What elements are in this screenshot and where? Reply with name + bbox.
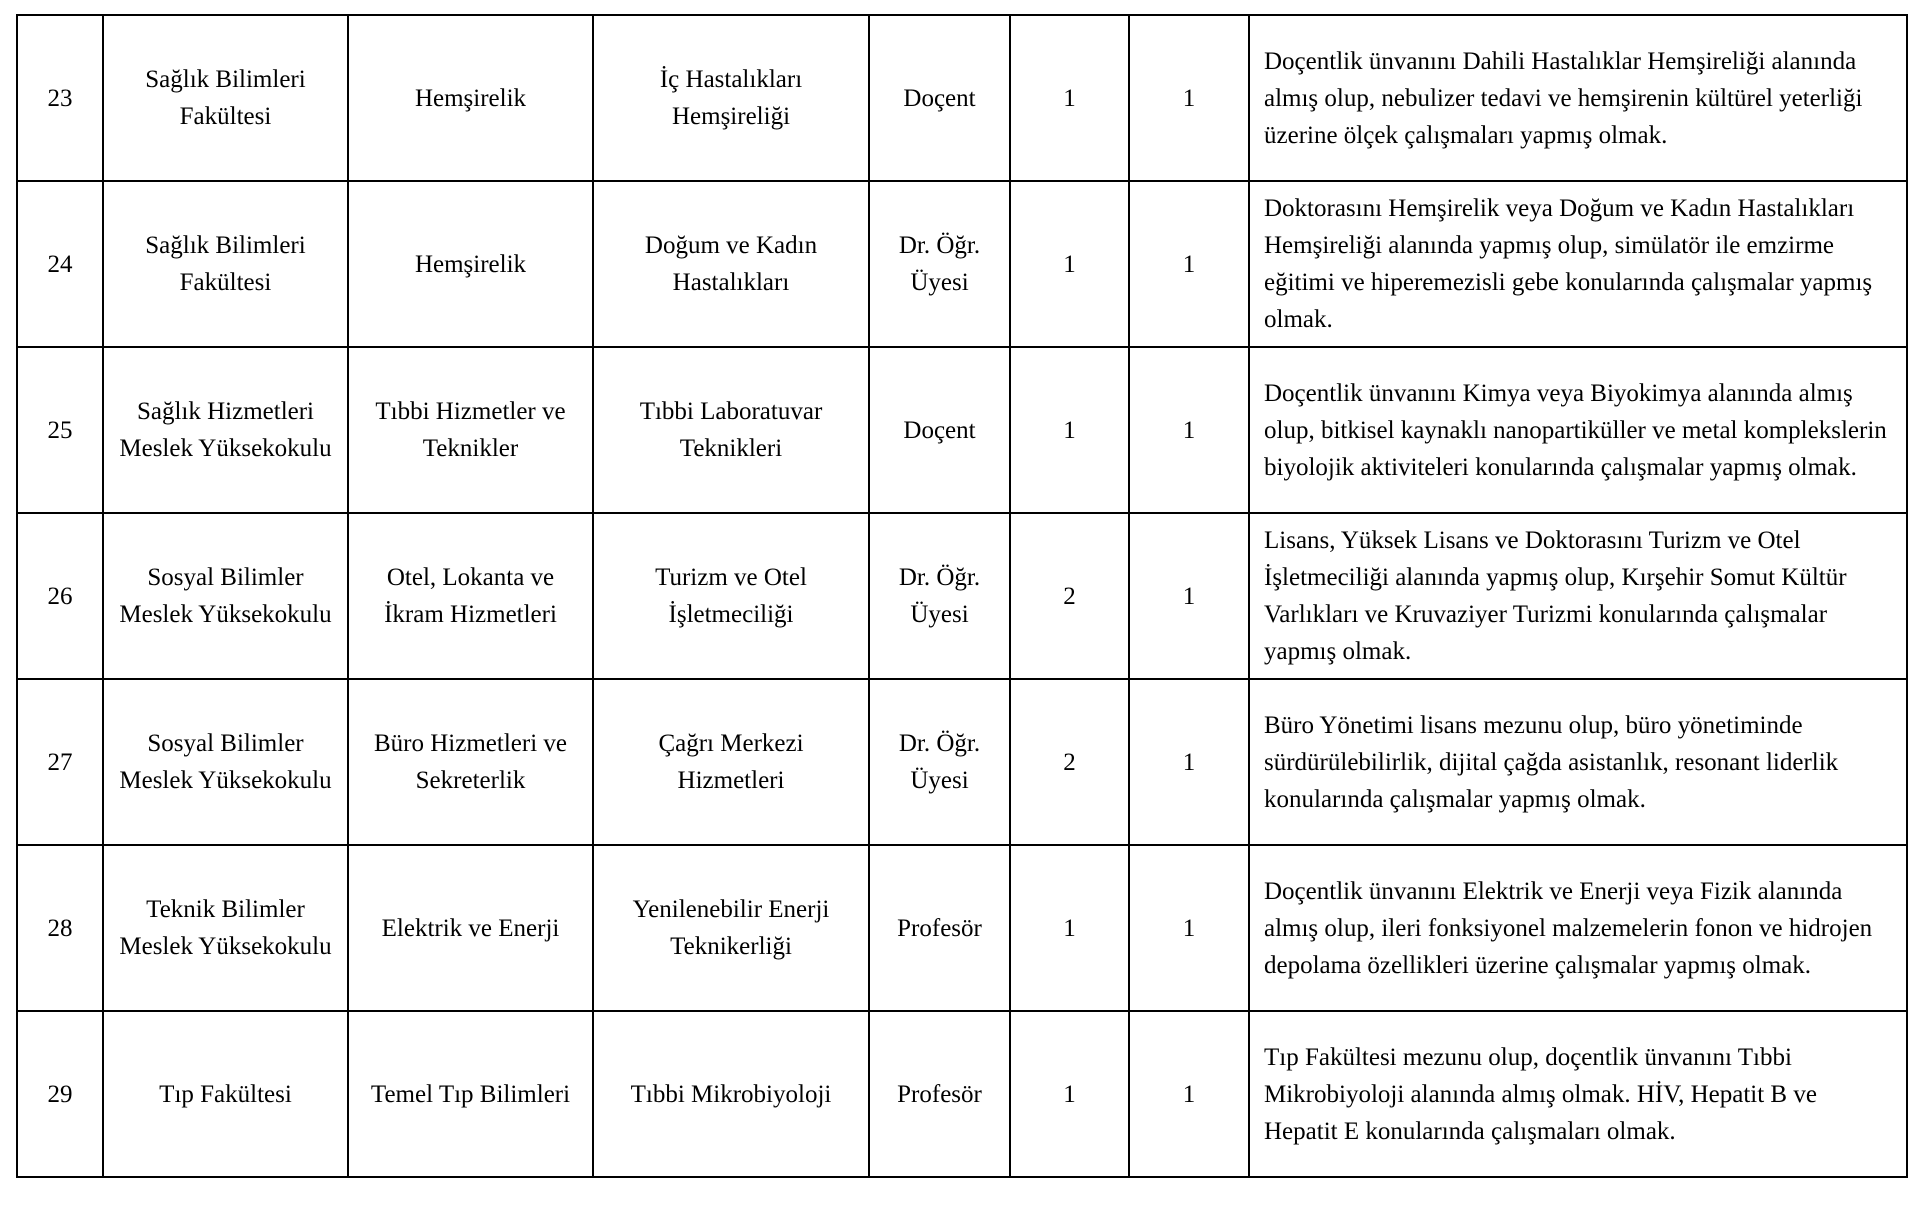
cell-degree: 2 [1010,679,1129,845]
cell-requirements: Doçentlik ünvanını Dahili Hastalıklar Hemşireliği alanında almış olup, nebulizer tedavi ve hemşirenin kültürel yeterliği üzerine ölçek çalışmaları yapmış olmak. [1249,15,1907,181]
cell-requirements: Doçentlik ünvanını Kimya veya Biyokimya alanında almış olup, bitkisel kaynaklı nanopartiküller ve metal komplekslerin biyolojik aktiviteleri konularında çalışmalar yapmış olmak. [1249,347,1907,513]
cell-row-number: 27 [17,679,103,845]
cell-requirements: Büro Yönetimi lisans mezunu olup, büro yönetiminde sürdürülebilirlik, dijital çağda asistanlık, resonant liderlik konularında çalışmalar yapmış olmak. [1249,679,1907,845]
cell-faculty: Sağlık Bilimleri Fakültesi [103,15,348,181]
cell-department: Otel, Lokanta ve İkram Hizmetleri [348,513,593,679]
cell-count: 1 [1129,679,1249,845]
table-row [17,679,1907,845]
cell-academic-title: Profesör [869,845,1010,1011]
cell-degree: 1 [1010,15,1129,181]
cell-row-number: 23 [17,15,103,181]
cell-academic-title: Doçent [869,347,1010,513]
cell-requirements: Doçentlik ünvanını Elektrik ve Enerji veya Fizik alanında almış olup, ileri fonksiyonel malzemelerin fonon ve hidrojen depolama özellikleri üzerine çalışmalar yapmış olmak. [1249,845,1907,1011]
table-row [17,513,1907,679]
cell-department: Hemşirelik [348,181,593,347]
cell-row-number: 26 [17,513,103,679]
cell-academic-title: Dr. Öğr. Üyesi [869,679,1010,845]
cell-department: Tıbbi Hizmetler ve Teknikler [348,347,593,513]
cell-row-number: 28 [17,845,103,1011]
cell-department: Temel Tıp Bilimleri [348,1011,593,1177]
cell-degree: 2 [1010,513,1129,679]
cell-department: Hemşirelik [348,15,593,181]
cell-academic-title: Doçent [869,15,1010,181]
cell-department: Büro Hizmetleri ve Sekreterlik [348,679,593,845]
cell-academic-title: Dr. Öğr. Üyesi [869,513,1010,679]
cell-program: Tıbbi Laboratuvar Teknikleri [593,347,869,513]
cell-faculty: Sağlık Hizmetleri Meslek Yüksekokulu [103,347,348,513]
cell-program: Çağrı Merkezi Hizmetleri [593,679,869,845]
cell-faculty: Sosyal Bilimler Meslek Yüksekokulu [103,679,348,845]
cell-department: Elektrik ve Enerji [348,845,593,1011]
cell-faculty: Sağlık Bilimleri Fakültesi [103,181,348,347]
cell-requirements: Doktorasını Hemşirelik veya Doğum ve Kadın Hastalıkları Hemşireliği alanında yapmış olup, simülatör ile emzirme eğitimi ve hiperemezisli gebe konularında çalışmalar yapmış olmak. [1249,181,1907,347]
cell-program: Tıbbi Mikrobiyoloji [593,1011,869,1177]
cell-row-number: 25 [17,347,103,513]
cell-program: Doğum ve Kadın Hastalıkları [593,181,869,347]
cell-count: 1 [1129,845,1249,1011]
academic-positions-table [16,14,1908,1178]
cell-faculty: Sosyal Bilimler Meslek Yüksekokulu [103,513,348,679]
cell-academic-title: Profesör [869,1011,1010,1177]
cell-faculty: Teknik Bilimler Meslek Yüksekokulu [103,845,348,1011]
cell-program: İç Hastalıkları Hemşireliği [593,15,869,181]
table-row [17,15,1907,181]
cell-count: 1 [1129,347,1249,513]
cell-degree: 1 [1010,181,1129,347]
cell-row-number: 24 [17,181,103,347]
cell-program: Yenilenebilir Enerji Teknikerliği [593,845,869,1011]
cell-academic-title: Dr. Öğr. Üyesi [869,181,1010,347]
cell-count: 1 [1129,1011,1249,1177]
cell-degree: 1 [1010,845,1129,1011]
table-row [17,1011,1907,1177]
table-row [17,181,1907,347]
table-row [17,845,1907,1011]
cell-program: Turizm ve Otel İşletmeciliği [593,513,869,679]
cell-degree: 1 [1010,1011,1129,1177]
cell-count: 1 [1129,181,1249,347]
cell-requirements: Tıp Fakültesi mezunu olup, doçentlik ünvanını Tıbbi Mikrobiyoloji alanında almış olmak. HİV, Hepatit B ve Hepatit E konularında çalışmaları olmak. [1249,1011,1907,1177]
cell-row-number: 29 [17,1011,103,1177]
table-row [17,347,1907,513]
cell-faculty: Tıp Fakültesi [103,1011,348,1177]
cell-count: 1 [1129,15,1249,181]
cell-degree: 1 [1010,347,1129,513]
cell-requirements: Lisans, Yüksek Lisans ve Doktorasını Turizm ve Otel İşletmeciliği alanında yapmış olup, Kırşehir Somut Kültür Varlıkları ve Kruvaziyer Turizmi konularında çalışmalar yapmış olmak. [1249,513,1907,679]
cell-count: 1 [1129,513,1249,679]
